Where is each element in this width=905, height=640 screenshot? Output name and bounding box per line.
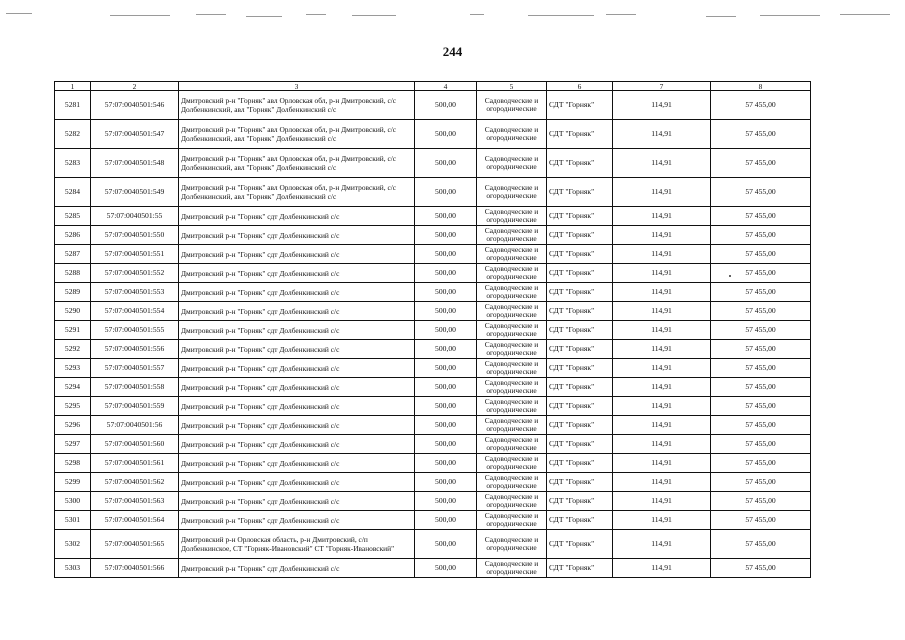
- cadastral-number-cell: 57:07:0040501:560: [91, 435, 179, 454]
- land-use-cell: Садоводческие и огороднические: [477, 245, 547, 264]
- address-cell: Дмитровский р-н "Горняк" сдт Долбенкинский с/с: [179, 340, 415, 359]
- row-number-cell: 5286: [55, 226, 91, 245]
- specific-value-cell: 114,91: [613, 397, 711, 416]
- owner-cell: СДТ "Горняк": [547, 91, 613, 120]
- row-number-cell: 5297: [55, 435, 91, 454]
- cadastral-number-cell: 57:07:0040501:558: [91, 378, 179, 397]
- table-row: [55, 321, 811, 340]
- owner-cell: СДТ "Горняк": [547, 397, 613, 416]
- land-use-cell: Садоводческие и огороднические: [477, 492, 547, 511]
- header-row: [55, 82, 811, 91]
- address-cell: Дмитровский р-н "Горняк" авл Орловская обл, р-н Дмитровский, с/с Долбенкинский, авл "Горняк" Долбенкинский с/с: [179, 178, 415, 207]
- table-row: [55, 397, 811, 416]
- cadastral-value-cell: 57 455,00: [711, 178, 811, 207]
- owner-cell: СДТ "Горняк": [547, 378, 613, 397]
- area-cell: 500,00: [415, 178, 477, 207]
- row-number-cell: 5284: [55, 178, 91, 207]
- table-row: [55, 149, 811, 178]
- cadastral-value-cell: 57 455,00: [711, 559, 811, 578]
- row-number-cell: 5289: [55, 283, 91, 302]
- land-use-cell: Садоводческие и огороднические: [477, 435, 547, 454]
- owner-cell: СДТ "Горняк": [547, 302, 613, 321]
- cadastral-number-cell: 57:07:0040501:552: [91, 264, 179, 283]
- address-cell: Дмитровский р-н "Горняк" сдт Долбенкинский с/с: [179, 416, 415, 435]
- scan-speck: [729, 275, 731, 277]
- row-number-cell: 5290: [55, 302, 91, 321]
- column-header: 3: [179, 82, 415, 91]
- cadastral-number-cell: 57:07:0040501:555: [91, 321, 179, 340]
- land-plots-table: [54, 81, 811, 578]
- area-cell: 500,00: [415, 435, 477, 454]
- specific-value-cell: 114,91: [613, 559, 711, 578]
- owner-cell: СДТ "Горняк": [547, 264, 613, 283]
- cadastral-value-cell: 57 455,00: [711, 207, 811, 226]
- address-cell: Дмитровский р-н "Горняк" сдт Долбенкинский с/с: [179, 207, 415, 226]
- address-cell: Дмитровский р-н "Горняк" сдт Долбенкинский с/с: [179, 321, 415, 340]
- table-row: [55, 340, 811, 359]
- area-cell: 500,00: [415, 473, 477, 492]
- owner-cell: СДТ "Горняк": [547, 559, 613, 578]
- specific-value-cell: 114,91: [613, 340, 711, 359]
- cadastral-value-cell: 57 455,00: [711, 149, 811, 178]
- row-number-cell: 5285: [55, 207, 91, 226]
- address-cell: Дмитровский р-н "Горняк" сдт Долбенкинский с/с: [179, 264, 415, 283]
- cadastral-number-cell: 57:07:0040501:565: [91, 530, 179, 559]
- cadastral-value-cell: 57 455,00: [711, 359, 811, 378]
- area-cell: 500,00: [415, 511, 477, 530]
- owner-cell: СДТ "Горняк": [547, 120, 613, 149]
- specific-value-cell: 114,91: [613, 302, 711, 321]
- table-row: [55, 226, 811, 245]
- column-header: 6: [547, 82, 613, 91]
- table-row: [55, 530, 811, 559]
- area-cell: 500,00: [415, 91, 477, 120]
- cadastral-number-cell: 57:07:0040501:564: [91, 511, 179, 530]
- column-header: 7: [613, 82, 711, 91]
- cadastral-number-cell: 57:07:0040501:546: [91, 91, 179, 120]
- specific-value-cell: 114,91: [613, 321, 711, 340]
- table-row: [55, 207, 811, 226]
- land-use-cell: Садоводческие и огороднические: [477, 283, 547, 302]
- area-cell: 500,00: [415, 416, 477, 435]
- cadastral-value-cell: 57 455,00: [711, 511, 811, 530]
- owner-cell: СДТ "Горняк": [547, 207, 613, 226]
- address-cell: Дмитровский р-н "Горняк" авл Орловская обл, р-н Дмитровский, с/с Долбенкинский, авл "Горняк" Долбенкинский с/с: [179, 149, 415, 178]
- area-cell: 500,00: [415, 340, 477, 359]
- land-use-cell: Садоводческие и огороднические: [477, 473, 547, 492]
- cadastral-value-cell: 57 455,00: [711, 435, 811, 454]
- address-cell: Дмитровский р-н Орловская область, р-н Дмитровский, с/п Долбенкинское, СТ "Горняк-Ивановский" СТ "Горняк-Ивановский": [179, 530, 415, 559]
- table-row: [55, 559, 811, 578]
- row-number-cell: 5293: [55, 359, 91, 378]
- cadastral-number-cell: 57:07:0040501:561: [91, 454, 179, 473]
- row-number-cell: 5283: [55, 149, 91, 178]
- land-use-cell: Садоводческие и огороднические: [477, 511, 547, 530]
- owner-cell: СДТ "Горняк": [547, 359, 613, 378]
- address-cell: Дмитровский р-н "Горняк" сдт Долбенкинский с/с: [179, 492, 415, 511]
- row-number-cell: 5301: [55, 511, 91, 530]
- table-row: [55, 178, 811, 207]
- row-number-cell: 5291: [55, 321, 91, 340]
- owner-cell: СДТ "Горняк": [547, 245, 613, 264]
- table-row: [55, 302, 811, 321]
- land-use-cell: Садоводческие и огороднические: [477, 178, 547, 207]
- area-cell: 500,00: [415, 245, 477, 264]
- cadastral-number-cell: 57:07:0040501:566: [91, 559, 179, 578]
- area-cell: 500,00: [415, 492, 477, 511]
- cadastral-number-cell: 57:07:0040501:563: [91, 492, 179, 511]
- cadastral-number-cell: 57:07:0040501:56: [91, 416, 179, 435]
- area-cell: 500,00: [415, 397, 477, 416]
- cadastral-value-cell: 57 455,00: [711, 321, 811, 340]
- column-header: 4: [415, 82, 477, 91]
- land-use-cell: Садоводческие и огороднические: [477, 302, 547, 321]
- specific-value-cell: 114,91: [613, 416, 711, 435]
- address-cell: Дмитровский р-н "Горняк" авл Орловская обл, р-н Дмитровский, с/с Долбенкинский, авл "Горняк" Долбенкинский с/с: [179, 120, 415, 149]
- cadastral-number-cell: 57:07:0040501:562: [91, 473, 179, 492]
- specific-value-cell: 114,91: [613, 283, 711, 302]
- owner-cell: СДТ "Горняк": [547, 473, 613, 492]
- address-cell: Дмитровский р-н "Горняк" сдт Долбенкинский с/с: [179, 435, 415, 454]
- land-use-cell: Садоводческие и огороднические: [477, 559, 547, 578]
- specific-value-cell: 114,91: [613, 511, 711, 530]
- area-cell: 500,00: [415, 226, 477, 245]
- cadastral-number-cell: 57:07:0040501:554: [91, 302, 179, 321]
- area-cell: 500,00: [415, 264, 477, 283]
- cadastral-value-cell: 57 455,00: [711, 264, 811, 283]
- owner-cell: СДТ "Горняк": [547, 321, 613, 340]
- area-cell: 500,00: [415, 120, 477, 149]
- land-use-cell: Садоводческие и огороднические: [477, 530, 547, 559]
- cadastral-value-cell: 57 455,00: [711, 245, 811, 264]
- cadastral-value-cell: 57 455,00: [711, 473, 811, 492]
- table-row: [55, 511, 811, 530]
- specific-value-cell: 114,91: [613, 207, 711, 226]
- row-number-cell: 5292: [55, 340, 91, 359]
- row-number-cell: 5299: [55, 473, 91, 492]
- area-cell: 500,00: [415, 454, 477, 473]
- address-cell: Дмитровский р-н "Горняк" сдт Долбенкинский с/с: [179, 454, 415, 473]
- row-number-cell: 5282: [55, 120, 91, 149]
- column-header: 2: [91, 82, 179, 91]
- table-row: [55, 245, 811, 264]
- cadastral-value-cell: 57 455,00: [711, 454, 811, 473]
- row-number-cell: 5298: [55, 454, 91, 473]
- table-row: [55, 120, 811, 149]
- address-cell: Дмитровский р-н "Горняк" сдт Долбенкинский с/с: [179, 473, 415, 492]
- column-header: 8: [711, 82, 811, 91]
- row-number-cell: 5300: [55, 492, 91, 511]
- cadastral-value-cell: 57 455,00: [711, 492, 811, 511]
- specific-value-cell: 114,91: [613, 120, 711, 149]
- specific-value-cell: 114,91: [613, 359, 711, 378]
- cadastral-value-cell: 57 455,00: [711, 120, 811, 149]
- address-cell: Дмитровский р-н "Горняк" сдт Долбенкинский с/с: [179, 397, 415, 416]
- area-cell: 500,00: [415, 302, 477, 321]
- area-cell: 500,00: [415, 283, 477, 302]
- table-row: [55, 492, 811, 511]
- cadastral-value-cell: 57 455,00: [711, 226, 811, 245]
- cadastral-number-cell: 57:07:0040501:550: [91, 226, 179, 245]
- cadastral-number-cell: 57:07:0040501:548: [91, 149, 179, 178]
- cadastral-number-cell: 57:07:0040501:556: [91, 340, 179, 359]
- specific-value-cell: 114,91: [613, 91, 711, 120]
- table-row: [55, 435, 811, 454]
- column-header: 5: [477, 82, 547, 91]
- area-cell: 500,00: [415, 378, 477, 397]
- row-number-cell: 5296: [55, 416, 91, 435]
- row-number-cell: 5295: [55, 397, 91, 416]
- address-cell: Дмитровский р-н "Горняк" сдт Долбенкинский с/с: [179, 511, 415, 530]
- cadastral-number-cell: 57:07:0040501:553: [91, 283, 179, 302]
- table-row: [55, 264, 811, 283]
- land-use-cell: Садоводческие и огороднические: [477, 340, 547, 359]
- specific-value-cell: 114,91: [613, 473, 711, 492]
- cadastral-value-cell: 57 455,00: [711, 302, 811, 321]
- owner-cell: СДТ "Горняк": [547, 416, 613, 435]
- owner-cell: СДТ "Горняк": [547, 340, 613, 359]
- scan-artifact-top: [0, 13, 905, 21]
- owner-cell: СДТ "Горняк": [547, 435, 613, 454]
- address-cell: Дмитровский р-н "Горняк" сдт Долбенкинский с/с: [179, 283, 415, 302]
- land-use-cell: Садоводческие и огороднические: [477, 416, 547, 435]
- column-header: 1: [55, 82, 91, 91]
- land-use-cell: Садоводческие и огороднические: [477, 120, 547, 149]
- row-number-cell: 5281: [55, 91, 91, 120]
- cadastral-value-cell: 57 455,00: [711, 397, 811, 416]
- table-row: [55, 473, 811, 492]
- address-cell: Дмитровский р-н "Горняк" сдт Долбенкинский с/с: [179, 559, 415, 578]
- land-use-cell: Садоводческие и огороднические: [477, 397, 547, 416]
- area-cell: 500,00: [415, 207, 477, 226]
- specific-value-cell: 114,91: [613, 264, 711, 283]
- table-row: [55, 454, 811, 473]
- owner-cell: СДТ "Горняк": [547, 283, 613, 302]
- specific-value-cell: 114,91: [613, 245, 711, 264]
- cadastral-value-cell: 57 455,00: [711, 340, 811, 359]
- owner-cell: СДТ "Горняк": [547, 178, 613, 207]
- address-cell: Дмитровский р-н "Горняк" сдт Долбенкинский с/с: [179, 302, 415, 321]
- area-cell: 500,00: [415, 149, 477, 178]
- owner-cell: СДТ "Горняк": [547, 530, 613, 559]
- specific-value-cell: 114,91: [613, 435, 711, 454]
- cadastral-value-cell: 57 455,00: [711, 378, 811, 397]
- land-use-cell: Садоводческие и огороднические: [477, 359, 547, 378]
- cadastral-value-cell: 57 455,00: [711, 91, 811, 120]
- row-number-cell: 5294: [55, 378, 91, 397]
- land-use-cell: Садоводческие и огороднические: [477, 321, 547, 340]
- cadastral-number-cell: 57:07:0040501:557: [91, 359, 179, 378]
- owner-cell: СДТ "Горняк": [547, 492, 613, 511]
- cadastral-value-cell: 57 455,00: [711, 530, 811, 559]
- specific-value-cell: 114,91: [613, 149, 711, 178]
- specific-value-cell: 114,91: [613, 378, 711, 397]
- area-cell: 500,00: [415, 359, 477, 378]
- table-row: [55, 359, 811, 378]
- table-row: [55, 91, 811, 120]
- owner-cell: СДТ "Горняк": [547, 454, 613, 473]
- specific-value-cell: 114,91: [613, 178, 711, 207]
- cadastral-number-cell: 57:07:0040501:55: [91, 207, 179, 226]
- page-number: 244: [442, 44, 463, 59]
- area-cell: 500,00: [415, 559, 477, 578]
- land-use-cell: Садоводческие и огороднические: [477, 149, 547, 178]
- owner-cell: СДТ "Горняк": [547, 149, 613, 178]
- land-use-cell: Садоводческие и огороднические: [477, 264, 547, 283]
- specific-value-cell: 114,91: [613, 226, 711, 245]
- address-cell: Дмитровский р-н "Горняк" сдт Долбенкинский с/с: [179, 378, 415, 397]
- land-use-cell: Садоводческие и огороднические: [477, 91, 547, 120]
- row-number-cell: 5303: [55, 559, 91, 578]
- land-use-cell: Садоводческие и огороднические: [477, 207, 547, 226]
- specific-value-cell: 114,91: [613, 454, 711, 473]
- specific-value-cell: 114,91: [613, 530, 711, 559]
- address-cell: Дмитровский р-н "Горняк" сдт Долбенкинский с/с: [179, 359, 415, 378]
- cadastral-number-cell: 57:07:0040501:559: [91, 397, 179, 416]
- address-cell: Дмитровский р-н "Горняк" авл Орловская обл, р-н Дмитровский, с/с Долбенкинский, авл "Горняк" Долбенкинский с/с: [179, 91, 415, 120]
- owner-cell: СДТ "Горняк": [547, 511, 613, 530]
- table-row: [55, 378, 811, 397]
- land-use-cell: Садоводческие и огороднические: [477, 378, 547, 397]
- address-cell: Дмитровский р-н "Горняк" сдт Долбенкинский с/с: [179, 245, 415, 264]
- row-number-cell: 5302: [55, 530, 91, 559]
- cadastral-number-cell: 57:07:0040501:551: [91, 245, 179, 264]
- specific-value-cell: 114,91: [613, 492, 711, 511]
- table-row: [55, 283, 811, 302]
- cadastral-value-cell: 57 455,00: [711, 416, 811, 435]
- table-row: [55, 416, 811, 435]
- row-number-cell: 5287: [55, 245, 91, 264]
- area-cell: 500,00: [415, 530, 477, 559]
- area-cell: 500,00: [415, 321, 477, 340]
- land-use-cell: Садоводческие и огороднические: [477, 226, 547, 245]
- owner-cell: СДТ "Горняк": [547, 226, 613, 245]
- land-use-cell: Садоводческие и огороднические: [477, 454, 547, 473]
- cadastral-number-cell: 57:07:0040501:549: [91, 178, 179, 207]
- row-number-cell: 5288: [55, 264, 91, 283]
- address-cell: Дмитровский р-н "Горняк" сдт Долбенкинский с/с: [179, 226, 415, 245]
- cadastral-value-cell: 57 455,00: [711, 283, 811, 302]
- cadastral-number-cell: 57:07:0040501:547: [91, 120, 179, 149]
